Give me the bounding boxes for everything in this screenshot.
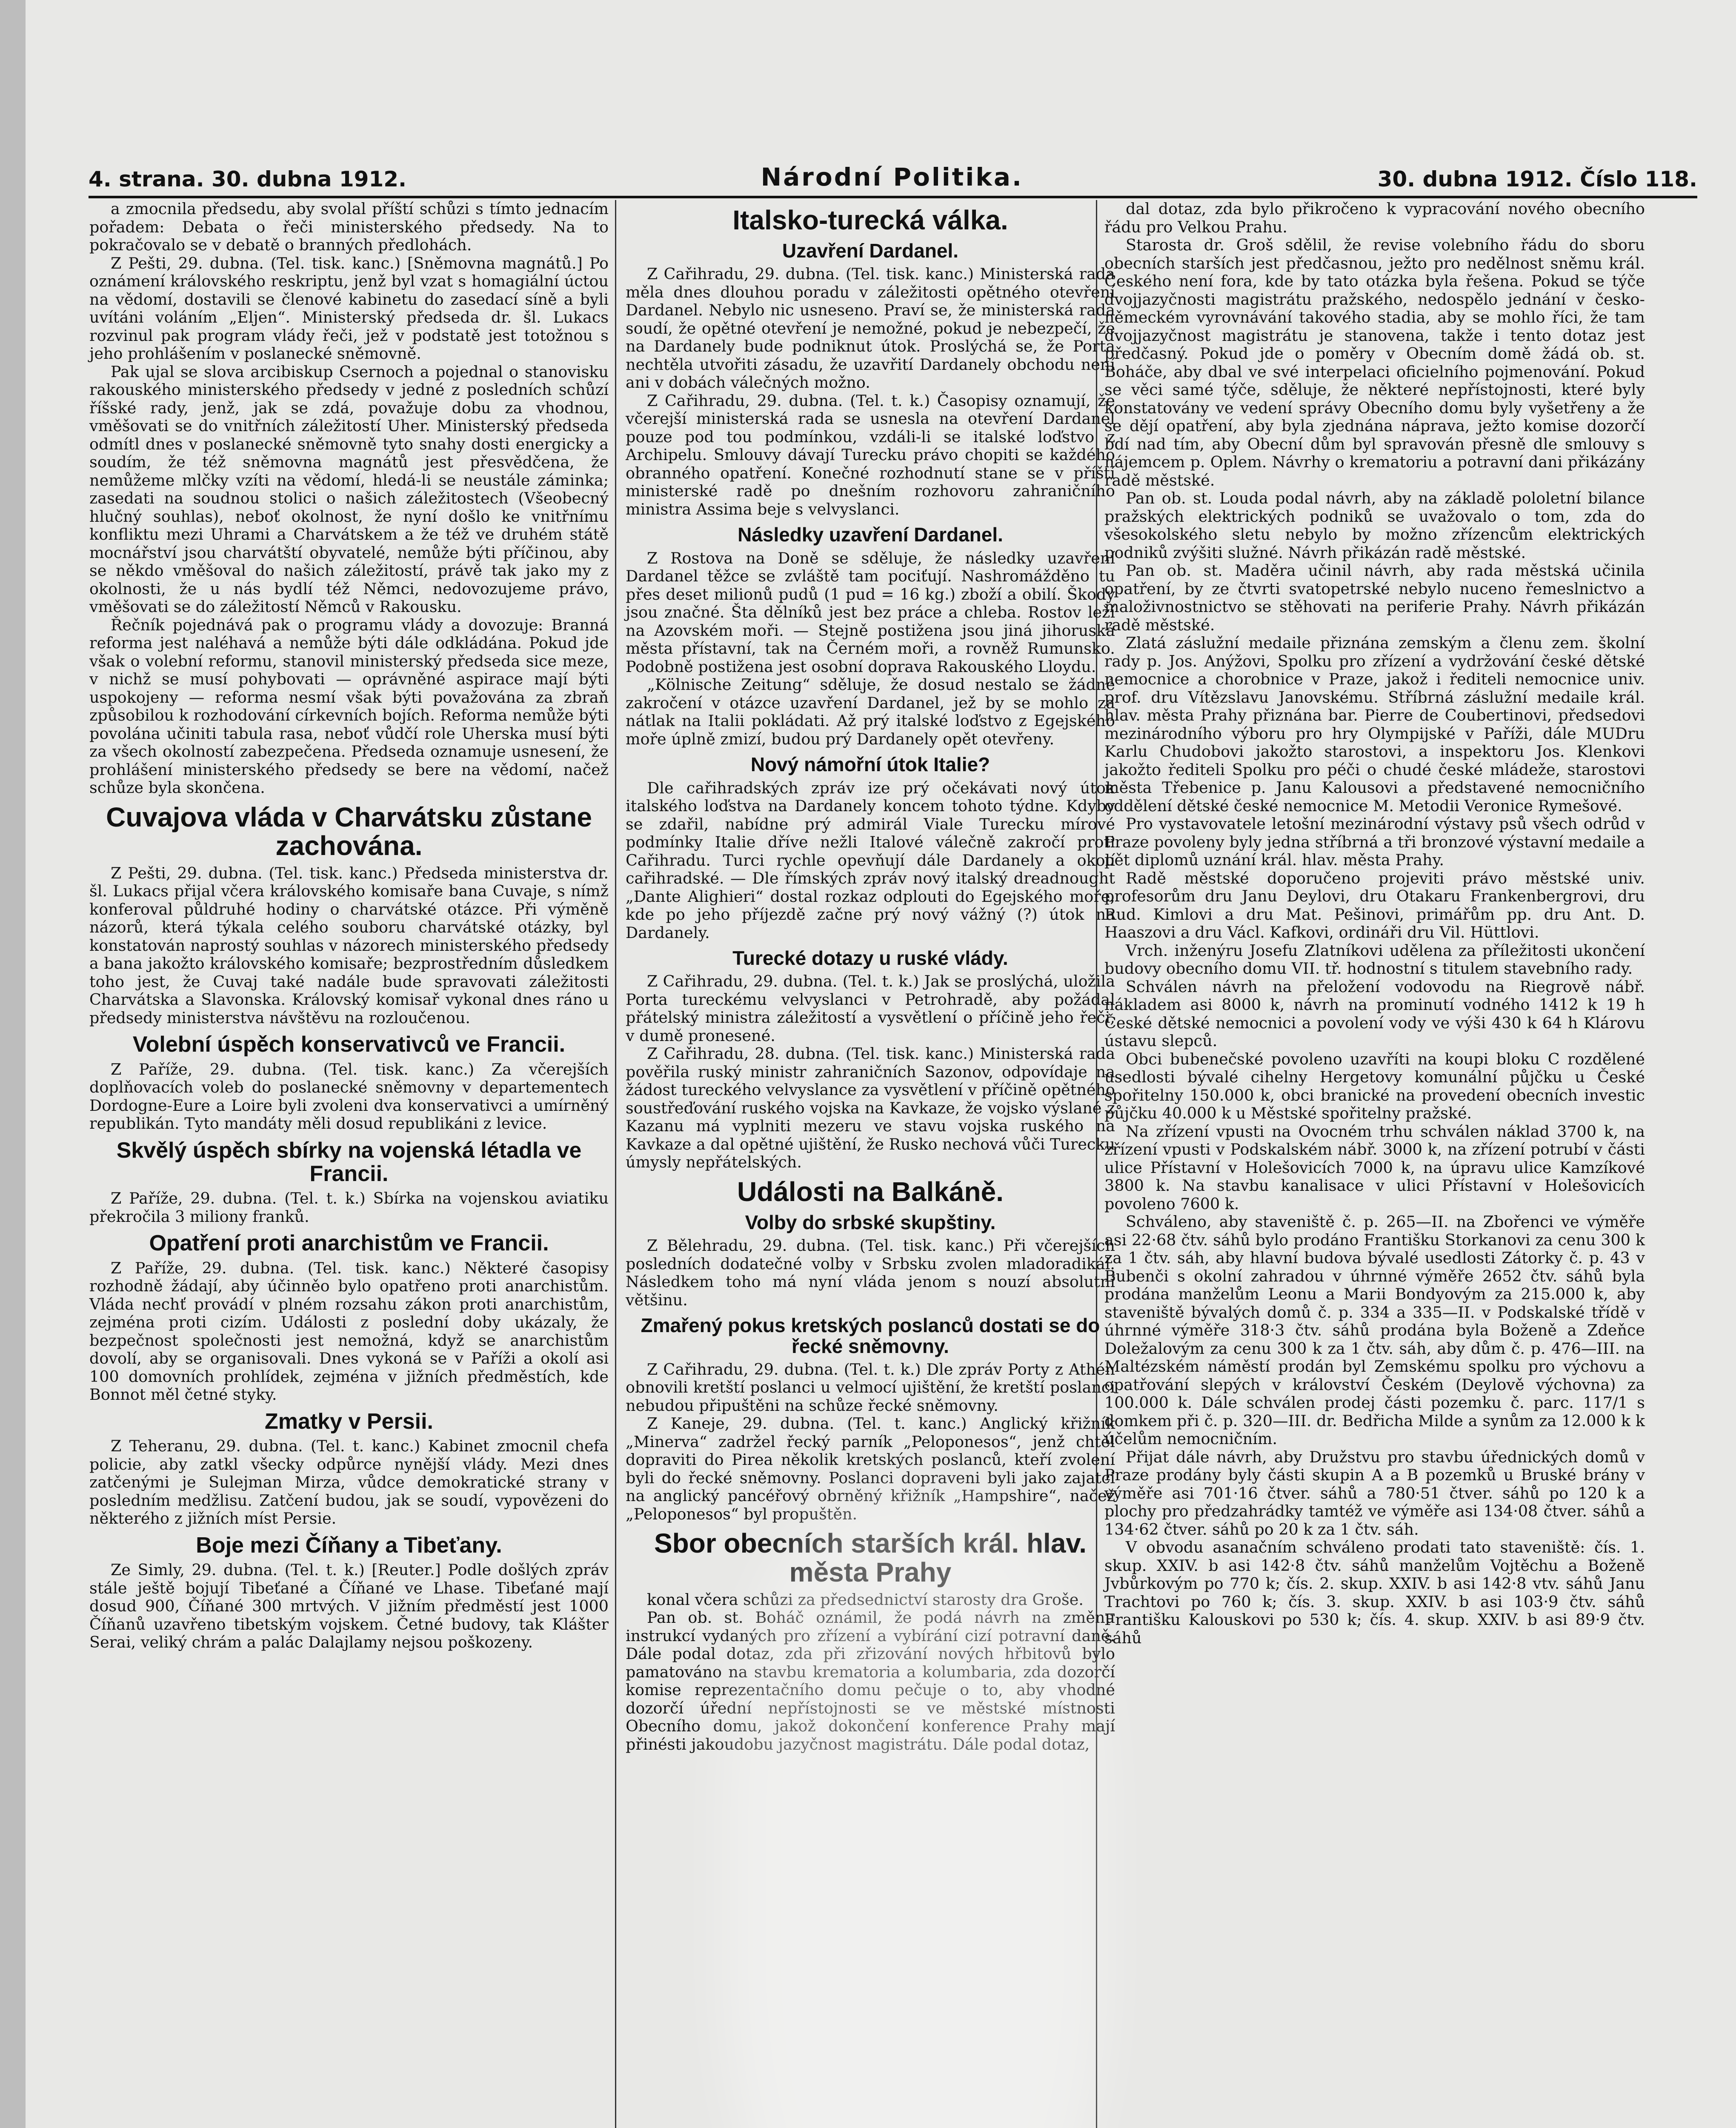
article-paragraph: a zmocnila předsedu, aby svolal příští schůzi s tímto jednacím pořadem: Debata o řeči ministerského předsedy. Na to pokračovalo se v debatě o branných předlohách.	[89, 200, 609, 254]
paper-stain	[724, 1490, 1107, 2128]
article-headline: Turecké dotazy u ruské vlády.	[732, 947, 1008, 970]
article-paragraph: Obci bubenečské povoleno uzavříti na koupi bloku C rozdělené usedlosti bývalé cihelny Hergetovy komunální půjčku u České spořitelny 150.000 k, obci branické na provedení obecních investic půjčku 40.000 k u Městské spořitelny pražské.	[1104, 1050, 1645, 1122]
article-paragraph: Z Bělehradu, 29. dubna. (Tel. tisk. kanc.) Při včerejších posledních dodatečné volby v Srbsku zvolen mladoradikál. Následkem toho má nyní vláda jenom s nouzí absolutní většinu.	[626, 1236, 1115, 1309]
article-paragraph: Přijat dále návrh, aby Družstvu pro stavbu úřednických domů v Praze prodány byly části skupin A a B pozemků u Bruské brány v výměře asi 701·16 čtver. sáhů a 780·51 čtver. sáhů po 120 k a plochy pro předzahrádky tamtéž ve výměře asi 134·08 čtver. sáhů a 134·62 čtver. sáhů po 20 k za 1 čtv. sáh.	[1104, 1447, 1645, 1539]
article-paragraph: Starosta dr. Groš sdělil, že revise volebního řádu do sboru obecních starších jest předčasnou, ježto pro nedělnost sněmu král. Českého není fora, kde by tato otázka byla řešena. Pokud se týče dvojjazyčnosti magistrátu pražského, nedospělo jednání v česko-německém vyrovnávání takového stadia, aby se mohlo říci, že tam dvojjazyčnost magistrátu je stanovena, takže i tento dotaz jest předčasný. Pokud jde o poměry v Obecním domě žádá ob. st. Boháče, aby dbal ve své interpelaci oficielního pojmenování. Pokud se věci samé týče, sděluje, že některé nepřístojnosti, které byly konstatovány ve vedení správy Obecního domu byly vyšetřeny a že se dějí opatření, aby byla zjednána náprava, ježto komise dozorčí bdí nad tím, aby Obecní dům byl spravován přesně dle smlouvy s nájemcem p. Oplem. Návrhy o krematoriu a potravní dani přikázány radě městské.	[1104, 236, 1645, 489]
article-headline: Zmařený pokus kretských poslanců dostati se do řecké sněmovny.	[641, 1314, 1100, 1357]
article-paragraph: Radě městské doporučeno projeviti právo městské univ. profesorům dru Janu Deylovi, dru Otakaru Frankenbergrovi, dru Rud. Kimlovi a dru Mat. Pešinovi, primářům pp. dru Ant. D. Haaszovi a dru Václ. Kafkovi, ordináři dru Vil. Hüttlovi.	[1104, 869, 1645, 941]
article-paragraph: Ze Simly, 29. dubna. (Tel. t. k.) [Reuter.] Podle došlých zpráv stále ještě bojují Tibeťané a Číňané ve Lhase. Tibeťané mají dosud 900, Číňané 300 mrtvých. V jižním předměstí jest 1000 Číňanů uzavřeno tibetským vojskem. Četné budovy, tak Klášter Serai, veliký chrám a palác Dalajlamy nejsou poškozeny.	[89, 1561, 609, 1652]
article-headline: Volební úspěch konservativců ve Francii.	[132, 1032, 566, 1057]
article-paragraph: „Kölnische Zeitung“ sděluje, že dosud nestalo se žádné zakročení v otázce uzavření Dardanel, jež by se mohlo za nátlak na Italii pokládati. Až prý italské loďstvo z Egejského moře úplně zmizí, budou prý Dardanely opět otevřeny.	[626, 675, 1115, 748]
article-paragraph: V obvodu asanačním schváleno prodati tato staveniště: čís. 1. skup. XXIV. b asi 142·8 čtv. sáhů manželům Vojtěchu a Boženě Jvbůrkovým po 770 k; čís. 2. skup. XXIV. b asi 142·8 vtv. sáhů Janu Trachtovi po 760 k; čís. 3. skup. XXIV. b asi 103·9 čtv. sáhů Františku Kalouskovi po 530 k; čís. 4. skup. XXIV. b asi 89·9 čtv. sáhů	[1104, 1538, 1645, 1647]
article-paragraph: Řečník pojednává pak o programu vlády a dovozuje: Branná reforma jest naléhavá a nemůže býti dále odkládána. Pokud jde však o volební reformu, stanovil ministerský předseda sice meze, v nichž se musí pohybovati — oprávněné aspirace mají býti uspokojeny — reforma nesmí však býti považována za zbraň způsobilou k rozhodování církevních bojích. Reforma nemůže býti povolána učiniti tabula rasa, neboť vůdčí role Uherska musí býti za všech okolností zabezpečena. Předseda oznamuje usnesení, že prohlášení ministerského předsedy se bere na vědomí, načež schůze byla skončena.	[89, 615, 609, 797]
column-3	[1104, 200, 1645, 1647]
article-headline: Volby do srbské skupštiny.	[745, 1211, 996, 1234]
article-headline: Skvělý úspěch sbírky na vojenská létadla ve Francii.	[116, 1138, 582, 1186]
article-paragraph: Z Cařihradu, 28. dubna. (Tel. tisk. kanc.) Ministerská rada pověřila ruský ministr zahraničních Sazonov, odpovídaje na žádost tureckého velvyslance za vysvětlení v příčině opětného soustřeďování ruského vojska na Kavkaze, že vojsko výslané z Kazanu má vyplniti mezeru ve stavu vojska ruského na Kavkaze a dal opětné ujištění, že Rusko nechová vůči Turecku úmysly nepřátelských.	[626, 1044, 1115, 1172]
article-paragraph: Z Cařihradu, 29. dubna. (Tel. t. k.) Dle zpráv Porty z Athén obnovili kretští poslanci u velmocí ujištění, že kretští poslanci nebudou připuštěni na schůze řecké sněmovny.	[626, 1360, 1115, 1415]
article-paragraph: Z Pešti, 29. dubna. (Tel. tisk. kanc.) [Sněmovna magnátů.] Po oznámení královského reskriptu, jenž byl vzat s homagiální úctou na vědomí, dostavili se členové kabinetu do zasedací síně a byli uvítáni voláním „Eljen“. Ministerský předseda dr. šl. Lukacs rozvinul pak program vlády řeči, jež v podstatě jest totožnou s jeho prohlášením v poslanecké sněmovně.	[89, 254, 609, 363]
article-paragraph: Z Cařihradu, 29. dubna. (Tel. tisk. kanc.) Ministerská rada měla dnes dlouhou poradu v záležitosti opětného otevření Dardanel. Nebylo nic usneseno. Praví se, že ministerská rada soudí, že opětné otevření je nemožné, pokud je nebezpečí, že na Dardanely bude podniknut útok. Proslýchá se, že Porta nechtěla utvořiti zásadu, že uzavřití Dardanely obchodu není ani v dobách válečných možno.	[626, 265, 1115, 392]
article-paragraph: Z Teheranu, 29. dubna. (Tel. t. kanc.) Kabinet zmocnil chefa policie, aby zatkl všecky odpůrce nynější vlády. Mezi dnes zatčenými je Sulejman Mirza, vůdce demokratické strany v posledním medžlisu. Zatčení budou, jak se soudí, vypovězeni do některého z jižních míst Persie.	[89, 1437, 609, 1528]
article-headline: Boje mezi Číňany a Tibeťany.	[196, 1533, 502, 1558]
header-left: 4. strana. 30. dubna 1912.	[89, 167, 407, 192]
article-headline: Cuvajova vláda v Charvátsku zůstane zachována.	[106, 801, 592, 861]
article-paragraph: Z Paříže, 29. dubna. (Tel. t. k.) Sbírka na vojenskou aviatiku překročila 3 miliony franků.	[89, 1189, 609, 1226]
article-paragraph: Pan ob. st. Boháč oznámil, že podá návrh na změnu instrukcí vydaných pro zřízení a vybírání cizí potravní daně. Dále podal dotaz, zda při zřizování nových hřbitovů bylo pamatováno na stavbu krematoria a kolumbaria, zda dozorčí komise reprezentačního domu pečuje o to, aby vhodné dozorčí úřední nepřístojnosti se ve městské místnosti Obecního domu, jakož dokončení konference Prahy mají přinésti jakoudobu jazyčnost magistrátu. Dále podal dotaz,	[626, 1608, 1115, 1753]
article-paragraph: Z Paříže, 29. dubna. (Tel. tisk. kanc.) Za včerejších doplňovacích voleb do poslanecké sněmovny v departementech Dordogne-Eure a Loire byli zvoleni dva konservativci a umírněný republikán. Tyto mandáty měli dosud republikáni z levice.	[89, 1060, 609, 1133]
article-paragraph: Zlatá záslužní medaile přiznána zemským a členu zem. školní rady p. Jos. Anýžovi, Spolku pro zřízení a vydržování české dětské nemocnice a chorobnice v Praze, jakož i řediteli nemocnice univ. prof. dru Vítězslavu Janovskému. Stříbrná záslužní medaile král. hlav. města Prahy přiznána bar. Pierre de Coubertinovi, předsedovi mezinárodního výboru pro hry Olympijské v Paříži, dále MUDru Karlu Chudobovi jakožto starostovi, a inspektoru Jos. Klenkovi jakožto řediteli Spolku pro péči o chudé české mládeže, starostovi města Třebenice p. Janu Kalousovi a představené nemocničního oddělení dětské české nemocnice M. Metodii Veronice Rymešové.	[1104, 634, 1645, 815]
article-headline: Následky uzavření Dardanel.	[738, 523, 1003, 546]
article-paragraph: Z Cařihradu, 29. dubna. (Tel. t. k.) Časopisy oznamují, že včerejší ministerská rada se usnesla na otevření Dardanel pouze pod tou podmínkou, vzdáli-li se italské loďstvo z Archipelu. Smlouvy dávají Turecku právo chopiti se každého obranného opatření. Konečné rozhodnutí stane se v příští ministerské radě po dnešním rozhovoru zahraničního ministra Assima beje s velvyslanci.	[626, 391, 1115, 518]
column-1	[89, 200, 609, 1652]
article-headline: Italsko-turecká válka.	[732, 205, 1008, 235]
scan-margin	[0, 0, 26, 2128]
article-headline: Uzavření Dardanel.	[782, 240, 959, 262]
article-headline: Zmatky v Persii.	[265, 1409, 433, 1434]
article-paragraph: Z Cařihradu, 29. dubna. (Tel. t. k.) Jak se proslýchá, uložila Porta tureckému velvyslanci v Petrohradě, aby požádal přátelský ministra záležitostí a vysvětlení o příčině jeho řeči, v dumě pronesené.	[626, 972, 1115, 1045]
article-paragraph: Vrch. inženýru Josefu Zlatníkovi udělena za příležitosti ukončení budovy obecního domu VII. tř. hodnostní s titulem stavebního rady.	[1104, 941, 1645, 978]
article-paragraph: Schváleno, aby staveniště č. p. 265—II. na Zbořenci ve výměře asi 22·68 čtv. sáhů bylo prodáno Františku Storkanovi za cenu 300 k za 1 čtv. sáh, aby hlavní budova bývalé usedlosti Zátorky č. p. 43 v Bubenči s okolní zahradou v úhrnné výměře 2652 čtv. sáhů byla prodána manželům Leonu a Marii Bondyovým za 215.000 k, aby staveniště bývalých domů č. p. 334 a 335—II. v Podskalské třídě v úhrnné výměře 318·3 čtv. sáhů prodána byla Boženě a Zdeňce Doležalovým za cenu 300 k za 1 čtv. sáh, aby dům č. p. 476—III. na Maltézském náměstí prodán byl Zemskému spolku pro výchovu a opatřování slepých v království Českém (Deylově výchovna) za 100.000 k. Dále schválen prodej části pozemku č. parc. 117/1 s domkem při č. p. 320—III. dr. Bedřicha Milde a synům za 12.000 k k účelům nemocničním.	[1104, 1213, 1645, 1448]
article-paragraph: Pro vystavovatele letošní mezinárodní výstavy psů všech odrůd v Praze povoleny byly jedna stříbrná a tři bronzové výstavní medaile a pět diplomů uznání král. hlav. města Prahy.	[1104, 815, 1645, 869]
header-right: 30. dubna 1912. Číslo 118.	[1377, 167, 1697, 192]
article-paragraph: Pak ujal se slova arcibiskup Csernoch a pojednal o stanovisku rakouského ministerského předsedy v jedné z posledních schůzí říšské rady, jenž, jak se zdá, považuje dobu za vhodnou, vměšovati se do vnitřních záležitostí Uher. Ministerský předseda odmítl dnes v poslanecké sněmovně tyto snahy dosti energicky a soudím, že též sněmovna magnátů jest přesvědčena, že nemůžeme mlčky vzíti na vědomí, hledá-li se neustále záminka; zasedati na soudnou stolici o našich záležitostech (Všeobecný hlučný souhlas), neboť okolnost, že nyní došlo ke vnitřnímu konfliktu mezi Uhrami a Charvátskem a že též ve druhém státě mocnářství jsou charvátští obyvatelé, nemůže býti příčinou, aby se někdo vměšoval do našich záležitostí, právě tak jako my z okolnosti, že u nás bydlí též Němci, nedovozujeme právo, vměšovati se do záležitostí Němců v Rakousku.	[89, 362, 609, 616]
article-paragraph: Z Pešti, 29. dubna. (Tel. tisk. kanc.) Předseda ministerstva dr. šl. Lukacs přijal včera královského komisaře bana Cuvaje, s nímž konferoval půldruhé hodiny o charvátské otázce. Při výměně názorů, která týkala celého souboru charvátské otázky, byl konstatován naprostý souhlas v názorech ministerského předsedy a bana jakožto královského komisaře; bezprostředním důsledkem toho jest, že Cuvaj také nadále bude spravovati záležitosti Charvátska a Slavonska. Královský komisař vykonal dnes ráno u předsedy ministerstva návštěvu na rozloučenou.	[89, 864, 609, 1027]
article-paragraph: Z Paříže, 29. dubna. (Tel. tisk. kanc.) Některé časopisy rozhodně žádají, aby účinněo bylo opatřeno proti anarchistům. Vláda nechť provádí v plném rozsahu zákon proti anarchistům, zejména proti cizím. Události z poslední doby ukázaly, že bezpečnost společnosti jest nemožná, když se anarchistům dovolí, aby se organisovali. Dnes vykoná se v Paříži a okolí asi 100 domovních prohlídek, zejména v jižních předměstích, kde Bonnot měl četné styky.	[89, 1258, 609, 1404]
article-headline: Události na Balkáně.	[737, 1176, 1004, 1207]
article-headline: Opatření proti anarchistům ve Francii.	[149, 1231, 549, 1256]
article-paragraph: Pan ob. st. Louda podal návrh, aby na základě pololetní bilance pražských elektrických podniků se uvažovalo o tom, zda do všesokolského sletu nebylo by možno zřízencům elektrických podniků zvýšiti služné. Návrh přikázán radě městské.	[1104, 489, 1645, 562]
article-headline: Nový námořní útok Italie?	[750, 753, 990, 776]
article-paragraph: Z Kaneje, 29. dubna. (Tel. t. kanc.) Anglický křižník „Minerva“ zadržel řecký parník „Peloponesos“, jenž chtěl dopraviti do Pirea několik kretských poslanců, kteří zvolení byli do řecké sněmovny. Poslanci dopraveni byli jako zajatci na anglický pancéřový obrněný křižník „Hampshire“, načež „Peloponesos“ byl propuštěn.	[626, 1414, 1115, 1523]
article-paragraph: Schválen návrh na přeložení vodovodu na Riegrově nábř. nákladem asi 8000 k, návrh na prominutí vodného 1412 k 19 h České dětské nemocnici a povolení vody ve výši 430 k 64 h Klárovu ústavu slepců.	[1104, 977, 1645, 1050]
article-paragraph: konal včera schůzi za předsednictví starosty dra Groše.	[647, 1590, 1084, 1609]
masthead: Národní Politika.	[761, 163, 1024, 192]
column-rule	[615, 200, 616, 2128]
page-header	[89, 158, 1697, 198]
article-paragraph: Dle cařihradských zpráv ize prý očekávati nový útok italského loďstva na Dardanely koncem tohoto týdne. Kdyby se zdařil, nabídne prý admirál Viale Turecku mírové podmínky Italie dříve nežli Italové válečně zakročí proti Cařihradu. Turci rychle opevňují dále Dardanely a okolí cařihradské. — Dle římských zpráv nový italský dreadnought „Dante Alighieri“ dostal rozkaz odplouti do Egejského moře, kde po jeho příjezdě začne prý nový vážný (?) útok na Dardanely.	[626, 778, 1115, 942]
article-paragraph: Z Rostova na Doně se sděluje, že následky uzavření Dardanel těžce se zvláště tam pociťují. Nashromážděno tu přes deset milionů pudů (1 pud = 16 kg.) zboží a obilí. Škody jsou značné. Šta dělníků jest bez práce a chleba. Rostov leží na Azovském moři. — Stejně postižena jsou jiná jihoruská města přístavní, tak na Černém moři, a rovněž Rumunsko. Podobně postižena jest osobní doprava Rakouského Lloydu.	[626, 549, 1115, 676]
article-paragraph: Na zřízení vpusti na Ovocném trhu schválen náklad 3700 k, na zřízení vpusti v Podskalském nábř. 3000 k, na zřízení potrubí v části ulice Přístavní v Holešovicích 7000 k, na úpravu ulice Kamzíkové 3800 k. Na stavbu kanalisace v ulici Přístavní v Holešovicích povoleno 7600 k.	[1104, 1122, 1645, 1213]
article-headline: Sbor obecních starších král. hlav. města Prahy	[654, 1528, 1087, 1587]
article-paragraph: Pan ob. st. Maděra učinil návrh, aby rada městská učinila opatření, by ze čtvrti svatopetrské nebylo nuceno řemeslnictvo a maloživnostnictvo se stěhovati na periferie Prahy. Návrh přikázán radě městské.	[1104, 561, 1645, 634]
article-paragraph: dal dotaz, zda bylo přikročeno k vypracování nového obecního řádu pro Velkou Prahu.	[1104, 200, 1645, 236]
